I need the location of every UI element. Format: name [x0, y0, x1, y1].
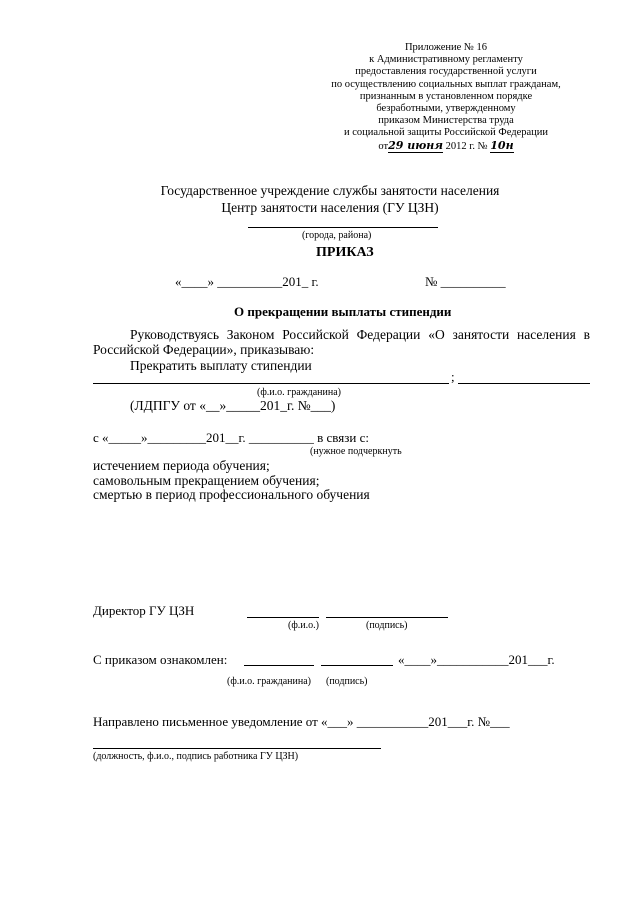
citizen-fio-caption-2: (ф.и.о. гражданина) — [227, 676, 311, 687]
order-subject: О прекращении выплаты стипендии — [234, 304, 452, 319]
citizen-fio-caption: (ф.и.о. гражданина) — [257, 387, 341, 398]
director-label: Директор ГУ ЦЗН — [93, 603, 195, 618]
director-signature-line — [326, 617, 448, 618]
acquainted-signature-line — [321, 665, 393, 666]
appendix-line: предоставления государственной услуги — [355, 66, 537, 78]
order-title: ПРИКАЗ — [316, 245, 374, 260]
acquainted-label: С приказом ознакомлен: — [93, 652, 228, 667]
notice-line: Направлено письменное уведомление от «___» ___________201___г. №___ — [93, 714, 510, 729]
stop-stipend-line: Прекратить выплату стипендии — [130, 358, 312, 373]
appendix-date-year: 2012 г. № — [445, 140, 488, 152]
city-caption: (города, района) — [302, 230, 372, 241]
appendix-line: по осуществлению социальных выплат гражданам, — [331, 78, 561, 90]
appendix-line: приказом Министерства труда — [378, 115, 514, 127]
employee-line — [93, 748, 381, 749]
acquainted-fio-line — [244, 665, 314, 666]
order-date-field: «____» __________201_ г. — [175, 274, 319, 289]
employee-caption: (должность, ф.и.о., подпись работника ГУ ЦЗН) — [93, 751, 299, 762]
org-line-1: Государственное учреждение службы занятости населения — [160, 183, 500, 198]
appendix-line: безработными, утвержденному — [376, 103, 516, 115]
director-fio-caption: (ф.и.о.) — [288, 620, 319, 631]
reason-item: истечением периода обучения; — [93, 458, 270, 473]
citizen-signature-caption: (подпись) — [326, 676, 368, 687]
reason-item: самовольным прекращением обучения; — [93, 473, 320, 488]
org-line-2: Центр занятости населения (ГУ ЦЗН) — [221, 200, 439, 215]
body-para-line-1: Руководствуясь Законом Российской Федерации «О занятости населения в — [130, 327, 590, 342]
since-date-field: с «_____»_________201__г. __________ в связи с: — [93, 430, 369, 445]
citizen-extra-line — [458, 383, 590, 384]
reason-item: смертью в период профессионального обучения — [93, 487, 370, 502]
appendix-date-line — [330, 140, 562, 153]
citizen-fio-line — [93, 383, 449, 384]
order-number-field: № __________ — [425, 274, 506, 289]
acquainted-date-field: «____»___________201___г. — [398, 652, 555, 667]
appendix-line: к Административному регламенту — [369, 54, 523, 66]
appendix-date-prefix: от — [378, 140, 389, 152]
director-fio-line — [247, 617, 319, 618]
appendix-block — [330, 42, 562, 153]
director-signature-caption: (подпись) — [366, 620, 408, 631]
city-field-line — [248, 227, 438, 228]
body-para-line-2: Российской Федерации», приказываю: — [93, 342, 315, 357]
appendix-line: признанным в установленном порядке — [359, 90, 533, 102]
handwritten-number: 10н — [490, 138, 514, 152]
semicolon: ; — [451, 369, 455, 384]
ldpgu-field: (ЛДПГУ от «__»_____201_г. №___) — [130, 398, 336, 413]
handwritten-date: 29 июня — [388, 138, 444, 152]
underline-note: (нужное подчеркнуть — [310, 446, 402, 457]
appendix-line: и социальной защиты Российской Федерации — [343, 127, 549, 139]
appendix-line: Приложение № 16 — [404, 42, 488, 53]
